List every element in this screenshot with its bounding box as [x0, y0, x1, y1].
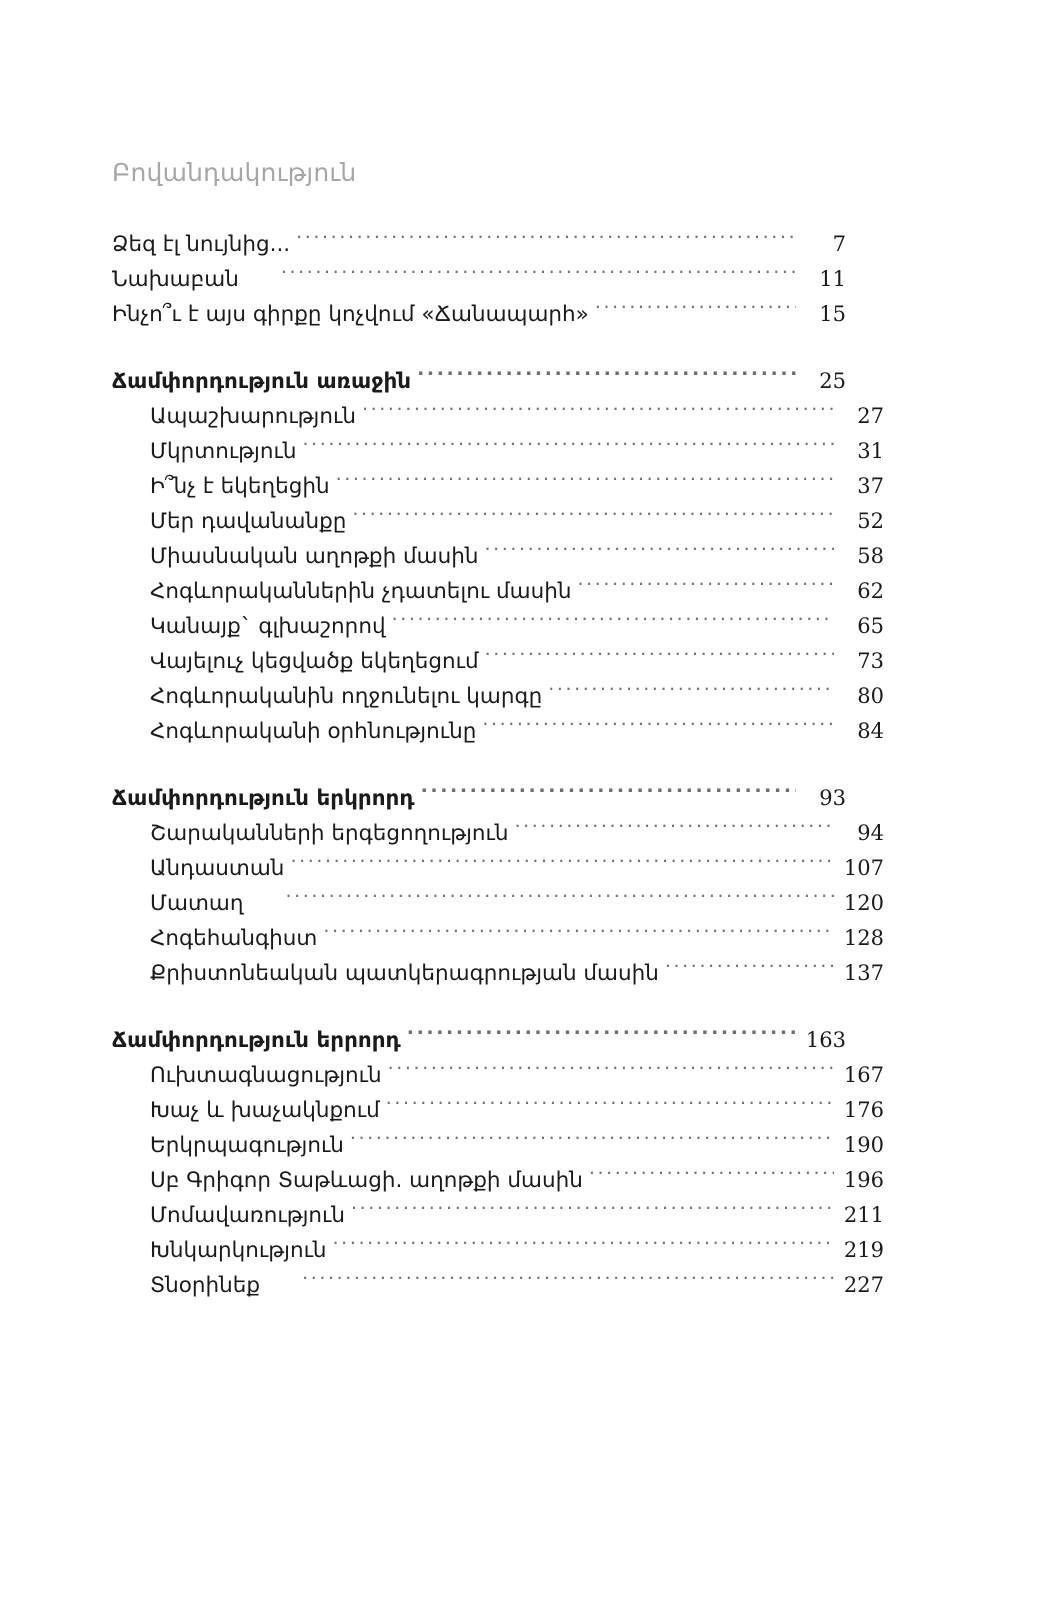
toc-dot-leader	[515, 819, 834, 841]
toc-entry-label: Ճամփորդություն երկրորդ	[112, 786, 415, 811]
toc-page-number: 62	[857, 579, 884, 603]
toc-entry-label: Մեր դավանանքը	[150, 509, 347, 534]
toc-entry[interactable]	[112, 714, 884, 749]
toc-page-number: 93	[819, 786, 846, 810]
toc-dot-leader	[350, 1131, 834, 1153]
toc-entry[interactable]	[112, 1128, 884, 1163]
toc-entry-label: Մատաղ	[150, 891, 244, 916]
toc-page-number: 65	[857, 614, 884, 638]
toc-entry[interactable]	[112, 434, 884, 469]
toc-page-number: 227	[843, 1273, 884, 1297]
toc-page-number: 37	[857, 474, 884, 498]
toc-entry-label: Ինչո՞ւ է այս գիրքը կոչվում «Ճանապարհ»	[112, 302, 589, 327]
toc-entry[interactable]	[112, 1163, 884, 1198]
toc-dot-leader	[362, 402, 834, 424]
toc-dot-leader	[352, 507, 834, 529]
toc-page-number: 25	[819, 369, 846, 393]
toc-page-number: 15	[819, 302, 846, 326]
toc-entry-label: Վայելուչ կեցվածք եկեղեցում	[150, 649, 479, 674]
toc-dot-leader	[302, 1271, 834, 1293]
toc-section-heading[interactable]	[112, 781, 846, 816]
toc-entry-label: Հոգևորականի օրհնությունը	[150, 719, 477, 744]
toc-dot-leader	[351, 1201, 834, 1223]
toc-entry-label: Մոմավառություն	[150, 1203, 346, 1228]
toc-entry[interactable]	[112, 1233, 884, 1268]
toc-dot-leader	[421, 784, 796, 806]
toc-page-number: 31	[857, 439, 884, 463]
toc-entry[interactable]	[112, 227, 846, 262]
toc-entry[interactable]	[112, 297, 846, 332]
toc-dot-leader	[548, 682, 834, 704]
toc-entry-list	[112, 227, 884, 1303]
toc-dot-leader	[665, 959, 834, 981]
toc-entry-label: Ճամփորդություն երրորդ	[112, 1028, 401, 1053]
toc-entry-label: Միասնական աղոթքի մասին	[150, 544, 479, 569]
toc-section-spacer	[112, 991, 846, 1023]
toc-entry-label: Ճամփորդություն առաջին	[112, 369, 412, 394]
toc-entry[interactable]	[112, 504, 884, 539]
toc-dot-leader	[392, 612, 834, 634]
toc-entry[interactable]	[112, 851, 884, 886]
toc-page-number: 219	[843, 1238, 884, 1262]
toc-entry-label: Ապաշխարություն	[150, 404, 356, 429]
toc-page-number: 167	[843, 1063, 884, 1087]
toc-entry-label: Նախաբան	[112, 267, 239, 292]
toc-entry-label: Ձեզ էլ նույնից...	[112, 232, 291, 257]
toc-entry-label: Ի՞նչ է եկեղեցին	[150, 474, 330, 499]
toc-dot-leader	[285, 889, 834, 911]
toc-entry-label: Սբ Գրիգոր Տաթևացի. աղոթքի մասին	[150, 1168, 583, 1193]
toc-entry[interactable]	[112, 1198, 884, 1233]
toc-entry[interactable]	[112, 1093, 884, 1128]
toc-page-number: 7	[832, 232, 846, 256]
toc-section-heading[interactable]	[112, 1023, 846, 1058]
toc-dot-leader	[484, 542, 834, 564]
toc-entry-label: Ուխտագնացություն	[150, 1063, 382, 1088]
toc-page-number: 120	[843, 891, 884, 915]
toc-entry[interactable]	[112, 609, 884, 644]
toc-section-heading[interactable]	[112, 364, 846, 399]
toc-page-number: 80	[857, 684, 884, 708]
toc-entry[interactable]	[112, 816, 884, 851]
toc-entry[interactable]	[112, 539, 884, 574]
toc-page-number: 163	[805, 1028, 846, 1052]
toc-entry-label: Կանայք` գլխաշորով	[150, 614, 386, 639]
toc-page-number: 52	[857, 509, 884, 533]
toc-section-spacer	[112, 749, 846, 781]
toc-dot-leader	[296, 230, 796, 252]
toc-entry-label: Հոգևորականին ողջունելու կարգը	[150, 684, 543, 709]
toc-entry[interactable]	[112, 679, 884, 714]
toc-page-number: 94	[857, 821, 884, 845]
toc-dot-leader	[417, 367, 796, 389]
toc-page-number: 196	[843, 1168, 884, 1192]
toc-dot-leader	[281, 265, 796, 287]
toc-entry-label: Անդաստան	[150, 856, 285, 881]
toc-dot-leader	[386, 1096, 834, 1118]
toc-entry-label: Տնօրինեք	[150, 1273, 261, 1298]
toc-dot-leader	[485, 647, 834, 669]
toc-page-number: 190	[843, 1133, 884, 1157]
toc-page-number: 84	[857, 719, 884, 743]
toc-entry[interactable]	[112, 262, 846, 297]
toc-entry-label: Երկրպագություն	[150, 1133, 344, 1158]
toc-dot-leader	[333, 1236, 834, 1258]
toc-dot-leader	[290, 854, 834, 876]
toc-entry-label: Հոգեհանգիստ	[150, 926, 318, 951]
toc-entry[interactable]	[112, 956, 884, 991]
toc-entry[interactable]	[112, 1268, 884, 1303]
toc-section-spacer	[112, 332, 846, 364]
toc-entry-label: Խաչ և խաչակնքում	[150, 1098, 380, 1123]
toc-dot-leader	[589, 1166, 834, 1188]
toc-entry[interactable]	[112, 886, 884, 921]
toc-page-number: 137	[843, 961, 884, 985]
toc-dot-leader	[388, 1061, 834, 1083]
toc-entry-label: Շարականների երգեցողություն	[150, 821, 509, 846]
toc-entry-label: Քրիստոնեական պատկերագրության մասին	[150, 961, 659, 986]
toc-entry[interactable]	[112, 469, 884, 504]
toc-page-number: 73	[857, 649, 884, 673]
toc-entry-label: Հոգևորականներին չդատելու մասին	[150, 579, 572, 604]
toc-entry-label: Խնկարկություն	[150, 1238, 327, 1263]
toc-dot-leader	[482, 717, 834, 739]
toc-entry[interactable]	[112, 921, 884, 956]
toc-page-number: 211	[843, 1203, 884, 1227]
toc-page-number: 107	[843, 856, 884, 880]
toc-dot-leader	[336, 472, 834, 494]
toc-entry-label: Մկրտություն	[150, 439, 297, 464]
toc-entry[interactable]	[112, 399, 884, 434]
toc-dot-leader	[595, 300, 796, 322]
toc-page-number: 11	[819, 267, 846, 291]
table-of-contents	[112, 158, 884, 1303]
toc-dot-leader	[302, 437, 834, 459]
toc-entry[interactable]	[112, 644, 884, 679]
toc-page-number: 176	[843, 1098, 884, 1122]
toc-entry[interactable]	[112, 1058, 884, 1093]
toc-page-number: 27	[857, 404, 884, 428]
toc-dot-leader	[407, 1026, 796, 1048]
toc-page-number: 128	[843, 926, 884, 950]
page-title: Բովանդակություն	[112, 158, 357, 187]
toc-dot-leader	[578, 577, 834, 599]
toc-entry[interactable]	[112, 574, 884, 609]
toc-page-number: 58	[857, 544, 884, 568]
toc-dot-leader	[323, 924, 834, 946]
